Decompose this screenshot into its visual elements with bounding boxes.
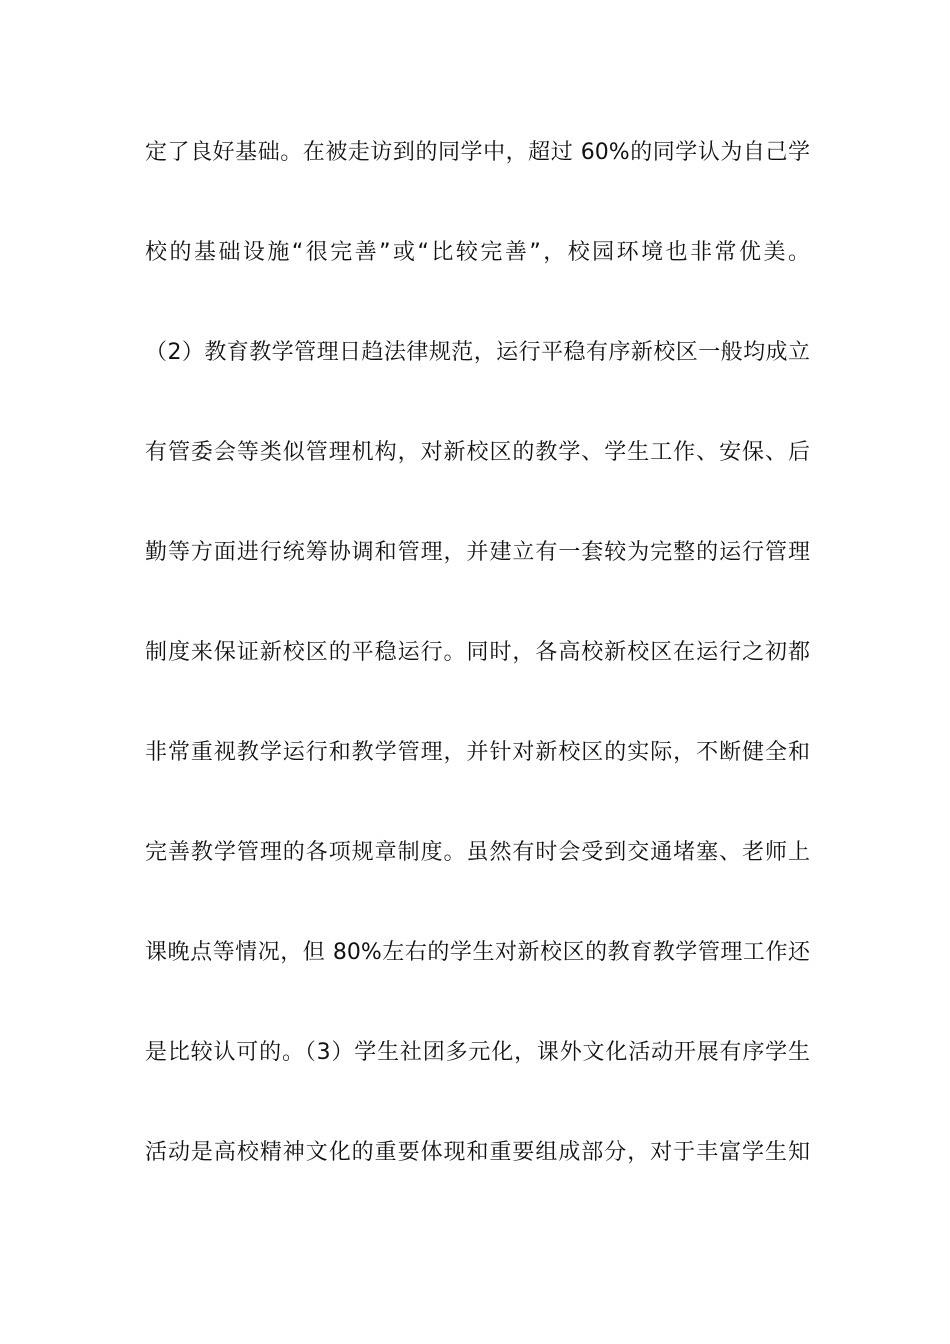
text-line: 是比较认可的。（3）学生社团多元化，课外文化活动开展有序学生: [145, 1040, 810, 1065]
body-text: [145, 130, 810, 1230]
text-line: 非常重视教学运行和教学管理，并针对新校区的实际，不断健全和: [145, 740, 810, 765]
text-line: 活动是高校精神文化的重要体现和重要组成部分，对于丰富学生知: [145, 1140, 810, 1165]
text-line: 校的基础设施“很完善”或“比较完善”，校园环境也非常优美。: [145, 240, 810, 265]
text-line: 有管委会等类似管理机构，对新校区的教学、学生工作、安保、后: [145, 440, 810, 465]
text-line: 勤等方面进行统筹协调和管理，并建立有一套较为完整的运行管理: [145, 540, 810, 565]
text-line: 定了良好基础。在被走访到的同学中，超过 60%的同学认为自己学: [145, 140, 810, 165]
text-line: 课晚点等情况，但 80%左右的学生对新校区的教育教学管理工作还: [145, 940, 810, 965]
text-line: 完善教学管理的各项规章制度。虽然有时会受到交通堵塞、老师上: [145, 840, 810, 865]
text-line: 制度来保证新校区的平稳运行。同时，各高校新校区在运行之初都: [145, 640, 810, 665]
text-line: （2）教育教学管理日趋法律规范，运行平稳有序新校区一般均成立: [145, 340, 810, 365]
